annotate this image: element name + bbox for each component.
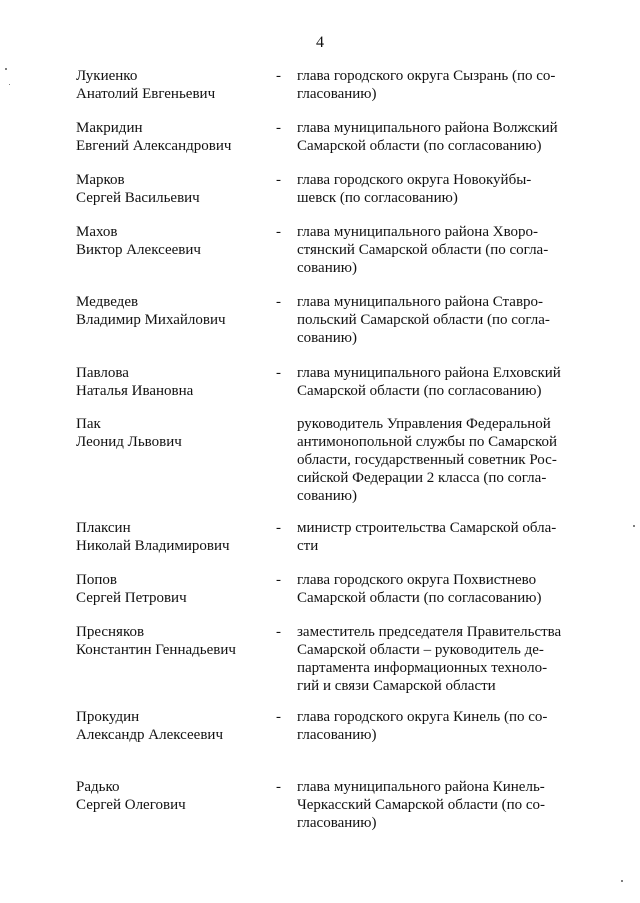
member-name <box>76 623 266 659</box>
member-name <box>76 67 266 103</box>
role-line: сти <box>297 538 319 554</box>
role-line: области, государственный советник Рос- <box>297 452 557 468</box>
member-name <box>76 519 266 555</box>
member-name <box>76 778 266 814</box>
member-given-names: Константин Геннадьевич <box>76 642 236 658</box>
page-number: 4 <box>316 34 324 51</box>
role-line: глава городского округа Кинель (по со- <box>297 709 548 725</box>
role-line: глава муниципального района Волжский <box>297 120 558 136</box>
scan-speck <box>633 525 635 527</box>
member-given-names: Виктор Алексеевич <box>76 242 201 258</box>
member-name <box>76 364 266 400</box>
scan-speck <box>5 68 7 70</box>
member-role <box>297 223 564 277</box>
role-line: руководитель Управления Федеральной <box>297 416 551 432</box>
member-role <box>297 119 564 155</box>
role-line: министр строительства Самарской обла- <box>297 520 557 536</box>
separator-dash: - <box>276 572 281 588</box>
member-role <box>297 67 564 103</box>
role-line: сованию) <box>297 260 357 276</box>
role-line: Самарской области (по согласованию) <box>297 590 542 606</box>
member-role <box>297 364 564 400</box>
role-line: гласованию) <box>297 815 377 831</box>
role-line: антимонопольной службы по Самарской <box>297 434 558 450</box>
role-line: глава муниципального района Ставро- <box>297 294 544 310</box>
member-surname: Медведев <box>76 294 139 310</box>
member-surname: Попов <box>76 572 117 588</box>
member-role <box>297 778 564 832</box>
role-line: Самарской области (по согласованию) <box>297 383 542 399</box>
role-line: сийской Федерации 2 класса (по согла- <box>297 470 547 486</box>
member-name <box>76 415 266 451</box>
member-given-names: Анатолий Евгеньевич <box>76 86 216 102</box>
member-name <box>76 708 266 744</box>
role-line: глава муниципального района Кинель- <box>297 779 545 795</box>
member-surname: Прокудин <box>76 709 140 725</box>
separator-dash: - <box>276 624 281 640</box>
role-line: глава муниципального района Елховский <box>297 365 561 381</box>
member-role <box>297 171 564 207</box>
separator-dash: - <box>276 120 281 136</box>
role-line: Черкасский Самарской области (по со- <box>297 797 546 813</box>
role-line: шевск (по согласованию) <box>297 190 458 206</box>
member-role <box>297 293 564 347</box>
member-given-names: Сергей Петрович <box>76 590 187 606</box>
role-line: стянский Самарской области (по согла- <box>297 242 549 258</box>
separator-dash: - <box>276 779 281 795</box>
separator-dash: - <box>276 68 281 84</box>
role-line: глава городского округа Похвистнево <box>297 572 537 588</box>
member-surname: Лукиенко <box>76 68 138 84</box>
member-surname: Радько <box>76 779 120 795</box>
scan-speck <box>621 880 623 882</box>
role-line: гий и связи Самарской области <box>297 678 496 694</box>
role-line: гласованию) <box>297 86 377 102</box>
scan-speck <box>9 84 10 85</box>
member-name <box>76 293 266 329</box>
member-surname: Пресняков <box>76 624 145 640</box>
role-line: заместитель председателя Правительства <box>297 624 562 640</box>
member-surname: Макридин <box>76 120 143 136</box>
member-role <box>297 415 564 505</box>
role-line: польский Самарской области (по согла- <box>297 312 550 328</box>
separator-dash: - <box>276 365 281 381</box>
member-given-names: Наталья Ивановна <box>76 383 194 399</box>
member-name <box>76 571 266 607</box>
member-given-names: Николай Владимирович <box>76 538 230 554</box>
separator-dash: - <box>276 520 281 536</box>
member-surname: Павлова <box>76 365 129 381</box>
member-role <box>297 519 564 555</box>
role-line: сованию) <box>297 488 357 504</box>
role-line: сованию) <box>297 330 357 346</box>
role-line: гласованию) <box>297 727 377 743</box>
member-surname: Пак <box>76 416 101 432</box>
role-line: Самарской области – руководитель де- <box>297 642 544 658</box>
member-given-names: Евгений Александрович <box>76 138 232 154</box>
member-given-names: Сергей Олегович <box>76 797 186 813</box>
member-given-names: Леонид Львович <box>76 434 182 450</box>
role-line: глава городского округа Новокуйбы- <box>297 172 532 188</box>
role-line: глава муниципального района Хворо- <box>297 224 539 240</box>
role-line: партамента информационных техноло- <box>297 660 548 676</box>
role-line: Самарской области (по согласованию) <box>297 138 542 154</box>
member-name <box>76 171 266 207</box>
separator-dash: - <box>276 224 281 240</box>
member-role <box>297 623 564 695</box>
member-given-names: Сергей Васильевич <box>76 190 200 206</box>
member-role <box>297 708 564 744</box>
separator-dash: - <box>276 709 281 725</box>
separator-dash: - <box>276 294 281 310</box>
member-surname: Плаксин <box>76 520 131 536</box>
member-name <box>76 223 266 259</box>
member-role <box>297 571 564 607</box>
member-surname: Марков <box>76 172 125 188</box>
member-given-names: Александр Алексеевич <box>76 727 223 743</box>
member-surname: Махов <box>76 224 118 240</box>
member-given-names: Владимир Михайлович <box>76 312 226 328</box>
separator-dash: - <box>276 172 281 188</box>
member-name <box>76 119 266 155</box>
role-line: глава городского округа Сызрань (по со- <box>297 68 556 84</box>
